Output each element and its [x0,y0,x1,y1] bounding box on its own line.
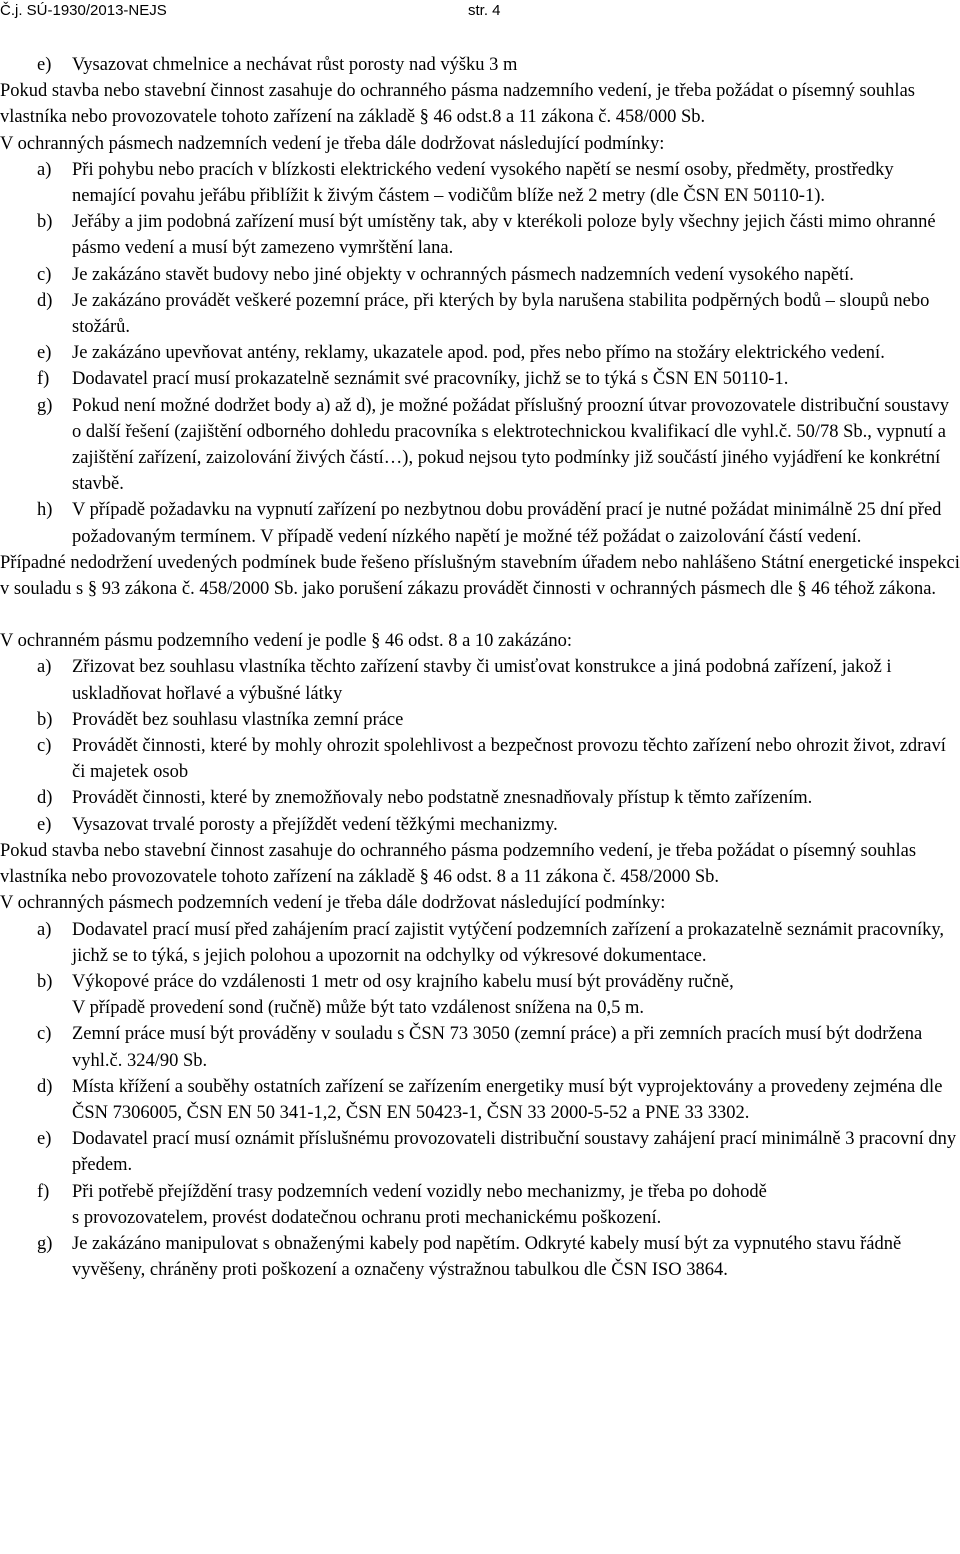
page-number: str. 4 [468,2,501,19]
list-item [0,262,960,288]
list-label: b) [37,971,53,992]
list-text: Provádět činnosti, které by znemožňovaly nebo podstatně znesnadňovaly přístup k těmto zařízením. [72,788,813,809]
list-text-line: V případě provedení sond (ručně) může být tato vzdálenost snížena na 0,5 m. [72,998,644,1019]
list-item [0,1231,960,1283]
list-item [0,1126,960,1178]
list-text: Provádět bez souhlasu vlastníka zemní práce [72,709,404,730]
list-text: Je zakázáno upevňovat antény, reklamy, ukazatele apod. pod, přes nebo přímo na stožáry elektrického vedení. [72,343,885,364]
paragraph: Pokud stavba nebo stavební činnost zasahuje do ochranného pásma nadzemního vedení, je třeba požádat o písemný souhlas vlastníka nebo provozovatele tohoto zařízení na základě § 46 odst.8 a 11 zákona č. 458/000 Sb. [0,81,915,128]
list-item [0,733,960,785]
list-label: e) [37,343,52,364]
list-item [0,366,960,392]
list-label: a) [37,657,52,678]
list-text: Místa křížení a souběhy ostatních zařízení se zařízením energetiky musí být vyprojektovány a provedeny zejména dle ČSN 7306005, ČSN EN 50 341-1,2, ČSN EN 50423-1, ČSN 33 2000-5-52 a PNE 33 3302. [72,1076,943,1123]
list-item [0,969,960,1021]
list-text: Vysazovat trvalé porosty a přejíždět vedení těžkými mechanizmy. [72,814,558,835]
list-item [0,654,960,706]
list-label: b) [37,212,53,233]
list-item [0,209,960,261]
list-item [0,52,960,78]
page-header [0,0,960,22]
list-label: b) [37,709,53,730]
list-label: d) [37,788,53,809]
list-text: Při pohybu nebo pracích v blízkosti elektrického vedení vysokého napětí se nesmí osoby, předměty, prostředky nemající povahu jeřábu přiblížit k živým částem – vodičům blíže než 2 metry (dle ČSN EN 50110-1). [72,159,894,207]
list-label: g) [37,1233,53,1254]
list-label: c) [37,736,52,757]
closing-paragraph: Případné nedodržení uvedených podmínek bude řešeno příslušným stavebním úřadem nebo nahlášeno Státní energetické inspekci v souladu s § 93 zákona č. 458/2000 Sb. jako porušení zákazu provádět činnosti v ochranných pásmech dle § 46 téhož zákona. [0,552,960,600]
list-label: e) [37,55,52,75]
list-text: Je zakázáno stavět budovy nebo jiné objekty v ochranných pásmech nadzemních vedení vysokého napětí. [72,264,854,285]
section-spacer [0,602,960,628]
list-label: e) [37,1129,52,1150]
list-text: V případě požadavku na vypnutí zařízení po nezbytnou dobu provádění prací je nutné požádat minimálně 25 dní před požadovaným termínem. V případě vedení nízkého napětí je možné též požádat o zaizolování částí vedení. [72,500,942,547]
list-text: Dodavatel prací musí prokazatelně seznámit své pracovníky, jichž se to týká s ČSN EN 50110-1. [72,369,789,390]
list-text: Je zakázáno provádět veškeré pozemní práce, při kterých by byla narušena stabilita podpěrných bodů – sloupů nebo stožárů. [72,290,930,338]
list-item [0,785,960,811]
list-item [0,497,960,549]
list-label: c) [37,1024,52,1045]
list-label: f) [37,369,50,390]
list-label: a) [37,159,52,180]
list-item [0,1021,960,1073]
list-text: Jeřáby a jim podobná zařízení musí být umístěny tak, aby v kterékoli poloze byly všechny jejich části mimo ohranné pásmo vedení a musí být zamezeno vymrštění lana. [72,212,936,259]
list-item [0,288,960,340]
list-label: d) [37,1076,53,1097]
list-item [0,917,960,969]
section-intro: V ochranném pásmu podzemního vedení je podle § 46 odst. 8 a 10 zakázáno: [0,631,572,652]
document-body [0,52,960,1283]
list-text-line: Při potřebě přejíždění trasy podzemních vedení vozidly nebo mechanizmy, je třeba po dohodě [72,1181,767,1202]
list-label: h) [37,500,53,521]
list-label: d) [37,290,53,311]
list-text-line: Výkopové práce do vzdálenosti 1 metr od osy krajního kabelu musí být prováděny ručně, [72,971,734,992]
list-label: a) [37,919,52,940]
list-item [0,340,960,366]
section-intro: V ochranných pásmech nadzemních vedení je třeba dále dodržovat následující podmínky: [0,133,665,154]
section-intro: V ochranných pásmech podzemních vedení je třeba dále dodržovat následující podmínky: [0,893,666,914]
list-label: e) [37,814,52,835]
list-item [0,157,960,209]
paragraph: Pokud stavba nebo stavební činnost zasahuje do ochranného pásma podzemního vedení, je třeba požádat o písemný souhlas vlastníka nebo provozovatele tohoto zařízení na základě § 46 odst. 8 a 11 zákona č. 458/2000 Sb. [0,840,917,888]
list-item [0,707,960,733]
list-text: Zemní práce musí být prováděny v souladu s ČSN 73 3050 (zemní práce) a při zemních pracích musí být dodržena vyhl.č. 324/90 Sb. [72,1024,923,1071]
list-text: Dodavatel prací musí před zahájením prací zajistit vytýčení podzemních zařízení a prokazatelně seznámit pracovníky, jichž se to týká, s jejich polohou a upozornit na odchylky od výkresové dokumentace. [72,919,945,966]
list-item [0,1179,960,1231]
list-text: Vysazovat chmelnice a nechávat růst porosty nad výšku 3 m [72,55,518,75]
list-text-line: s provozovatelem, provést dodatečnou ochranu proti mechanickému poškození. [72,1207,662,1228]
list-label: f) [37,1181,50,1202]
list-text: Je zakázáno manipulovat s obnaženými kabely pod napětím. Odkryté kabely musí být za vypnutého stavu řádně vyvěšeny, chráněny proti poškození a označeny výstražnou tabulkou dle ČSN ISO 3864. [72,1233,902,1281]
list-item [0,812,960,838]
list-text: Pokud není možné dodržet body a) až d), je možné požádat příslušný proozní útvar provozovatele distribuční soustavy o další řešení (zajištění odborného dohledu pracovníka s elektrotechnickou kvalifikací dle vyhl.č. 50/78 Sb., vypnutí a zajištění zařízení, zaizolování živých částí…), pokud nejsou tyto podmínky již součástí jiného vyjádření ke konkrétní stavbě. [72,395,949,495]
list-item [0,1074,960,1126]
list-text: Provádět činnosti, které by mohly ohrozit spolehlivost a bezpečnost provozu těchto zařízení nebo ohrozit život, zdraví či majetek osob [72,736,946,783]
list-item [0,393,960,498]
document-reference: Č.j. SÚ-1930/2013-NEJS [0,2,167,19]
list-label: c) [37,264,52,285]
list-text: Dodavatel prací musí oznámit příslušnému provozovateli distribuční soustavy zahájení prací minimálně 3 pracovní dny předem. [72,1129,957,1176]
list-label: g) [37,395,53,416]
list-text: Zřizovat bez souhlasu vlastníka těchto zařízení stavby či umisťovat konstrukce a jiná podobná zařízení, jakož i uskladňovat hořlavé a výbušné látky [72,657,892,704]
